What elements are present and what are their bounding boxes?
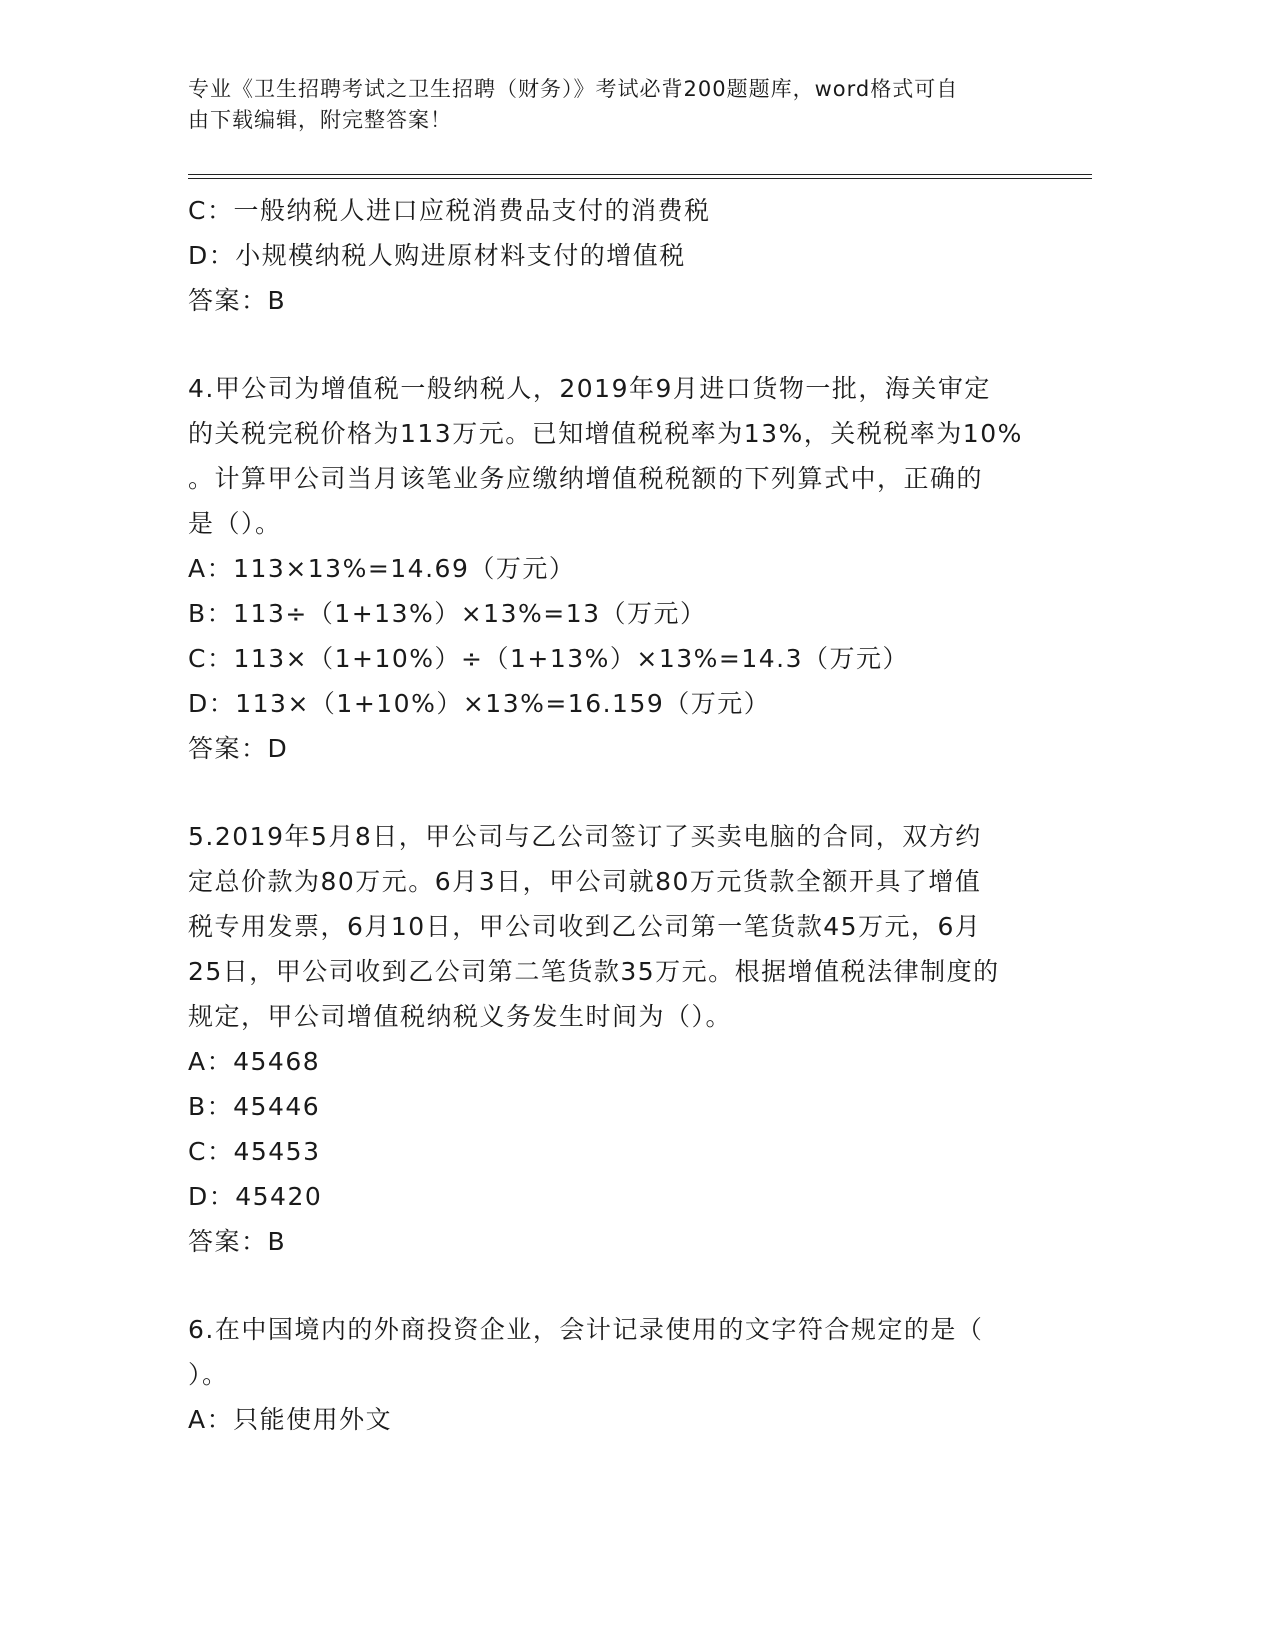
question-4: [188, 366, 1088, 772]
header-line-2: 由下载编辑，附完整答案！: [188, 108, 452, 132]
spacer: [188, 1265, 1088, 1307]
q4-stem-line: 是（）。: [188, 509, 282, 538]
q5-stem-line: 5.2019年5月8日，甲公司与乙公司签订了买卖电脑的合同，双方约: [188, 822, 982, 851]
question-3: [188, 188, 1088, 324]
question-content: [188, 188, 1088, 1442]
q4-option-c: C：113×（1+10%）÷（1+13%）×13%=14.3（万元）: [188, 644, 910, 673]
q4-stem-line: 4.甲公司为增值税一般纳税人，2019年9月进口货物一批，海关审定: [188, 374, 991, 403]
header-line-1: 专业《卫生招聘考试之卫生招聘（财务）》考试必背200题题库，word格式可自: [188, 77, 959, 101]
q5-stem-line: 25日，甲公司收到乙公司第二笔货款35万元。根据增值税法律制度的: [188, 957, 1000, 986]
q4-option-a: A：113×13%=14.69（万元）: [188, 554, 576, 583]
document-header: [188, 74, 1068, 136]
q3-option-d: D：小规模纳税人购进原材料支付的增值税: [188, 241, 686, 270]
q6-stem-line: 6.在中国境内的外商投资企业，会计记录使用的文字符合规定的是（: [188, 1315, 984, 1344]
spacer: [188, 772, 1088, 814]
header-divider-top: [188, 174, 1092, 175]
header-divider-bottom: [188, 178, 1092, 179]
question-6: [188, 1307, 1088, 1442]
q5-option-d: D：45420: [188, 1182, 323, 1211]
q4-option-d: D：113×（1+10%）×13%=16.159（万元）: [188, 689, 771, 718]
q5-stem-line: 税专用发票，6月10日，甲公司收到乙公司第一笔货款45万元，6月: [188, 912, 982, 941]
q4-answer: 答案：D: [188, 734, 289, 763]
question-5: [188, 814, 1088, 1265]
q5-answer: 答案：B: [188, 1227, 287, 1256]
q5-option-c: C：45453: [188, 1137, 321, 1166]
q6-option-a: A：只能使用外文: [188, 1405, 393, 1434]
q4-stem-line: 。计算甲公司当月该笔业务应缴纳增值税税额的下列算式中，正确的: [188, 464, 984, 493]
q3-option-c: C：一般纳税人进口应税消费品支付的消费税: [188, 196, 711, 225]
q3-answer: 答案：B: [188, 286, 287, 315]
q5-stem-line: 定总价款为80万元。6月3日，甲公司就80万元货款全额开具了增值: [188, 867, 982, 896]
q6-stem-line: ）。: [188, 1360, 229, 1389]
q4-stem-line: 的关税完税价格为113万元。已知增值税税率为13%，关税税率为10%: [188, 419, 1023, 448]
q5-option-a: A：45468: [188, 1047, 321, 1076]
q4-option-b: B：113÷（1+13%）×13%=13（万元）: [188, 599, 707, 628]
q5-stem-line: 规定，甲公司增值税纳税义务发生时间为（）。: [188, 1002, 733, 1031]
q5-option-b: B：45446: [188, 1092, 321, 1121]
spacer: [188, 324, 1088, 366]
